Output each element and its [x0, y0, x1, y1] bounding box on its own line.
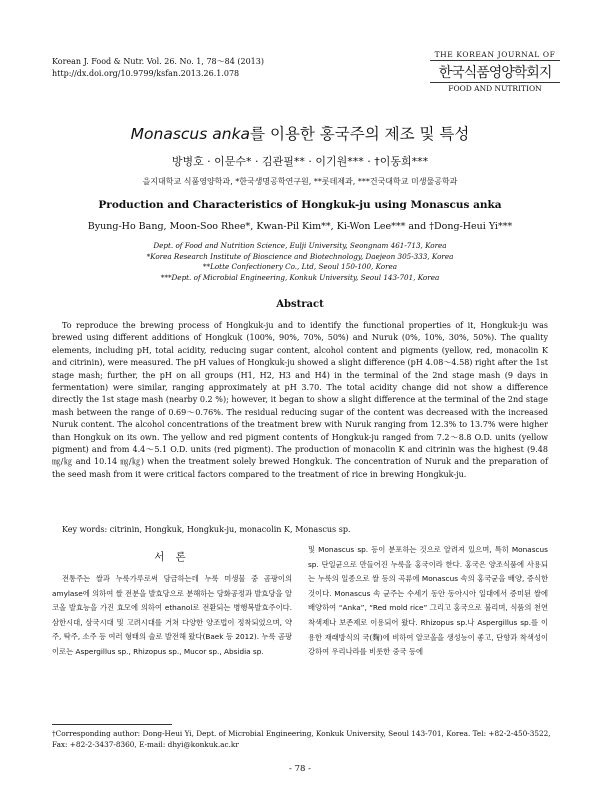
logo-bottom-text: FOOD AND NUTRITION: [430, 82, 560, 93]
journal-header: [52, 56, 264, 80]
affiliation-line: **Lotte Confectionery Co., Ltd, Seoul 150-100, Korea: [202, 262, 398, 271]
page-number: - 78 -: [289, 764, 311, 774]
footnote-rule: [52, 724, 172, 725]
affiliation-line: Dept. of Food and Nutrition Science, Eulji University, Seongnam 461-713, Korea: [153, 241, 447, 250]
abstract-body: To reproduce the brewing process of Hongkuk-ju and to identify the functional properties of it, Hongkuk-ju was brewed using different additions of Hongkuk (100%, 90%, 70%, 50%) and Nuruk (0%, 10%, 30%, 50%). The quality elements, including pH, total acidity, reducing sugar content, alcohol content and pigments (yellow, red, monacolin K and citrinin), were measured. The pH values of Hongkuk-ju showed a slight difference (pH 4.08～4.58) right after the 1st stage mash; further, the pH on all groups (H1, H2, H3 and H4) in the terminal of the 2nd stage mash (9 days in fermentation) were similar, ranging approximately at pH 3.70. The total acidity change did not show a difference directly the 1st stage mash (nearby 0.2 %); however, it began to show a slight difference at the terminal of the 2nd stage mash between the range of 0.69～0.76%. The residual reducing sugar of the content was decreased with the increased Nuruk content. The alcohol concentrations of the treatment brew with Nuruk ranging from 12.3% to 13.7% were higher than Hongkuk on its own. The yellow and red pigment contents of Hongkuk-ju ranged from 7.2～8.8 O.D. units (yellow pigment) and from 4.4～5.1 O.D. units (red pigment). The production of monacolin K and citrinin was the highest (9.48 ㎎/㎏ and 10.14 ㎎/㎏) when the treatment solely brewed Hongkuk. The concentration of Nuruk and the preparation of the seed mash from it were critical factors compared to the treatment of rice in brewing Hongkuk-ju.: [52, 321, 548, 479]
abstract-heading: Abstract: [276, 299, 324, 310]
korean-title: [0, 122, 600, 144]
english-affiliations: [0, 241, 600, 283]
english-authors: Byung-Ho Bang, Moon-Soo Rhee*, Kwan-Pil Kim**, Ki-Won Lee*** and †Dong-Heui Yi***: [87, 221, 513, 232]
body-left-column: 전통주는 쌀과 누룩가루로써 담금하는데 누룩 미생물 중 곰팡이의 amylase에 의하여 쌀 전분을 발효당으로 분해하는 당화공정과 발효당을 알코올 발효능을 가진 효모에 의하여 ethanol로 전환되는 병행복발효주이다. 삼한시대, 삼국시대 및 고려시대를 거쳐 다양한 양조법이 정착되었으며, 약주, 탁주, 소주 등 여러 형태의 술로 발전해 왔다(Baek 등 2012). 누룩 곰팡이로는 Aspergillus sp., Rhizopus sp., Mucor sp., Absidia sp.: [52, 574, 292, 656]
affiliation-line: *Korea Research Institute of Bioscience and Biotechnology, Daejeon 305-333, Korea: [146, 251, 454, 261]
journal-citation: Korean J. Food & Nutr. Vol. 26. No. 1, 78～84 (2013): [52, 57, 264, 66]
journal-doi[interactable]: http://dx.doi.org/10.9799/ksfan.2013.26.1.078: [52, 69, 240, 78]
korean-title-rest: 를 이용한 홍국주의 제조 및 특성: [250, 125, 470, 143]
korean-title-italic: Monascus anka: [130, 125, 251, 143]
section-heading-introduction: 서 론: [154, 551, 190, 563]
affiliation-line: ***Dept. of Microbial Engineering, Konkuk University, Seoul 143-701, Korea: [160, 272, 440, 282]
korean-authors: 방병호 · 이문수* · 김관필** · 이기원*** · †이동희***: [171, 155, 429, 168]
body-right-column: 및 Monascus sp. 등이 분포하는 것으로 알려져 있으며, 특히 Monascus sp. 단일균으로 만들어진 누룩을 홍국이라 한다. 홍국은 양조식품에 사용되는 누룩의 일종으로 쌀 등의 곡류에 Monascus 속의 홍국균을 배양, 증식한 것이다. Monascus 속 균주는 수세기 동안 동아시아 일대에서 증미된 쌀에 배양하여 “Anka”, “Red mold rice” 그리고 홍국으로 불리며, 식품의 천연 착색제나 보존제로 이용되어 왔다. Rhizopus sp.나 Aspergillus sp.를 이용한 재래방식의 국(麴)에 비하여 알코올을 생성능이 좋고, 단향과 착색성이 강하여 우리나라를 비롯한 중국 등에: [308, 545, 548, 657]
corresponding-author-footnote: †Corresponding author: Dong-Heui Yi, Dept. of Microbial Engineering, Konkuk University, Seoul 143-701, Korea. Tel: +82-2-450-3522, Fax: +82-2-3437-8360, E-mail: dhyi@konkuk.ac.kr: [52, 729, 551, 749]
logo-top-text: THE KOREAN JOURNAL OF: [430, 50, 560, 61]
logo-korean-title: 한국식품영양학회지: [438, 65, 552, 81]
english-title: Production and Characteristics of Hongkuk-ju using Monascus anka: [98, 199, 502, 211]
keywords: Key words: citrinin, Hongkuk, Hongkuk-ju, monacolin K, Monascus sp.: [62, 525, 351, 534]
journal-logo: [430, 50, 560, 93]
korean-affiliations: 을지대학교 식품영양학과, *한국생명공학연구원, **롯데제과, ***건국대학교 미생물공학과: [142, 177, 458, 186]
